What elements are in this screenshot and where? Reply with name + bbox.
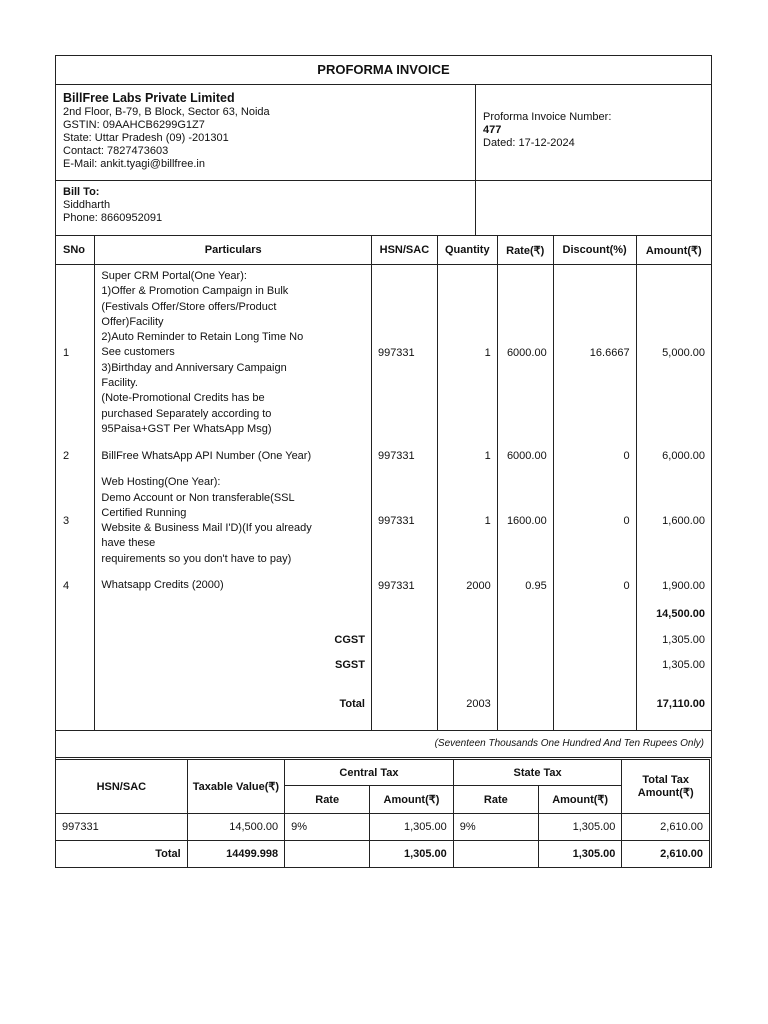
subtotal-row [56,601,711,627]
table-row [56,441,711,471]
items-header-row [56,236,711,265]
item-discount: 16.6667 [553,265,636,442]
item-sno: 1 [63,347,70,360]
col-amount: Amount(₹) [636,236,711,265]
item-sno: 4 [63,580,70,593]
item-rate: 0.95 [497,571,553,601]
col-quantity: Quantity [437,236,497,265]
tax-total: 2,610.00 [622,814,710,841]
tax-taxable-header: Taxable Value(₹) [187,760,284,814]
company-name: BillFree Labs Private Limited [63,91,235,105]
item-hsn: 997331 [371,265,437,442]
tax-totals-taxable: 14499.998 [187,841,284,868]
invoice-number: 477 [483,124,502,136]
table-row [56,571,711,601]
particular-line: purchased Separately according to [101,407,272,420]
item-sno: 3 [63,515,70,528]
central-rate-header: Rate [285,786,370,814]
bill-to-empty [476,181,711,235]
col-particulars: Particulars [95,236,372,265]
tax-data-row [56,814,710,841]
item-rate: 6000.00 [497,265,553,442]
company-info [56,85,476,180]
total-quantity: 2003 [437,677,497,730]
tax-totals-total: 2,610.00 [622,841,710,868]
particular-line: Offer)Facility [101,315,164,328]
cgst-label: CGST [95,627,372,652]
particular-line: 1)Offer & Promotion Campaign in Bulk [101,285,289,298]
tax-hsn: 997331 [56,814,188,841]
col-hsn: HSN/SAC [371,236,437,265]
invoice-document [55,55,712,868]
item-hsn: 997331 [371,571,437,601]
total-tax-header: Total Tax Amount(₹) [622,760,710,814]
item-rate: 1600.00 [497,471,553,571]
table-row [56,471,711,571]
central-amount: 1,305.00 [370,814,454,841]
particular-line: Website & Business Mail I'D)(If you already [101,522,312,535]
subtotal-amount: 14,500.00 [636,601,711,627]
particular-line: Web Hosting(One Year): [101,476,221,489]
company-address: 2nd Floor, B-79, B Block, Sector 63, Noida [63,106,270,118]
company-contact: Contact: 7827473603 [63,145,169,157]
particular-line: requirements so you don't have to pay) [101,552,292,565]
amount-in-words: (Seventeen Thousands One Hundred And Ten Rupees Only) [56,730,711,758]
item-discount: 0 [553,471,636,571]
cgst-amount: 1,305.00 [636,627,711,652]
state-amount: 1,305.00 [538,814,622,841]
item-quantity: 1 [437,265,497,442]
item-discount: 0 [553,441,636,471]
item-sno: 2 [63,450,70,463]
item-amount: 5,000.00 [636,265,711,442]
tax-summary-table [55,759,710,868]
item-hsn: 997331 [371,471,437,571]
col-rate: Rate(₹) [497,236,553,265]
item-quantity: 2000 [437,571,497,601]
particular-line: BillFree WhatsApp API Number (One Year) [101,449,312,462]
particular-line: (Festivals Offer/Store offers/Product [101,300,277,313]
cgst-row [56,627,711,652]
item-particulars [95,471,372,571]
item-quantity: 1 [437,441,497,471]
total-label: Total [95,677,372,730]
item-particulars [95,265,372,442]
item-discount: 0 [553,571,636,601]
particular-line: Certified Running [101,506,187,519]
central-tax-header: Central Tax [285,760,454,786]
tax-header-row-1 [56,760,710,786]
tax-taxable-value: 14,500.00 [187,814,284,841]
invoice-meta [476,85,711,180]
item-rows [56,265,711,602]
particular-line: 2)Auto Reminder to Retain Long Time No [101,331,304,344]
bill-to-phone: Phone: 8660952091 [63,212,163,224]
tax-totals-row [56,841,710,868]
sgst-amount: 1,305.00 [636,652,711,677]
item-quantity: 1 [437,471,497,571]
tax-totals-central: 1,305.00 [370,841,454,868]
item-hsn: 997331 [371,441,437,471]
invoice-date: Dated: 17-12-2024 [483,137,575,149]
item-particulars [95,441,372,471]
particular-line: Super CRM Portal(One Year): [101,270,247,282]
items-table [56,236,711,730]
particular-line: (Note-Promotional Credits has be [101,392,265,405]
company-state: State: Uttar Pradesh (09) -201301 [63,132,229,144]
particular-line: Demo Account or Non transferable(SSL [101,491,295,504]
state-rate: 9% [453,814,538,841]
tax-totals-state: 1,305.00 [538,841,622,868]
bill-to-name: Siddharth [63,199,111,211]
item-amount: 1,900.00 [636,571,711,601]
particular-line: 95Paisa+GST Per WhatsApp Msg) [101,422,272,435]
col-discount: Discount(%) [553,236,636,265]
state-tax-header: State Tax [453,760,622,786]
col-sno: SNo [56,236,95,265]
bill-to-info [56,181,476,235]
particular-line: Whatsapp Credits (2000) [101,579,224,592]
invoice-number-label: Proforma Invoice Number: [483,111,612,123]
total-amount: 17,110.00 [636,677,711,730]
table-row [56,265,711,442]
total-row [56,677,711,730]
sgst-label: SGST [95,652,372,677]
bill-to-section [56,181,711,236]
item-particulars [95,571,372,601]
company-gstin: GSTIN: 09AAHCB6299G1Z7 [63,119,205,131]
tax-totals-label: Total [56,841,188,868]
state-amount-header: Amount(₹) [538,786,622,814]
particular-line: have these [101,537,156,550]
central-amount-header: Amount(₹) [370,786,454,814]
sgst-row [56,652,711,677]
particular-line: 3)Birthday and Anniversary Campaign [101,361,287,374]
item-amount: 6,000.00 [636,441,711,471]
particular-line: See customers [101,346,175,359]
item-rate: 6000.00 [497,441,553,471]
header-section [56,85,711,181]
bill-to-label: Bill To: [63,186,100,198]
particular-line: Facility. [101,377,138,390]
state-rate-header: Rate [453,786,538,814]
item-amount: 1,600.00 [636,471,711,571]
page-title: PROFORMA INVOICE [56,56,711,85]
central-rate: 9% [285,814,370,841]
company-email: E-Mail: ankit.tyagi@billfree.in [63,158,205,170]
tax-hsn-header: HSN/SAC [56,760,188,814]
